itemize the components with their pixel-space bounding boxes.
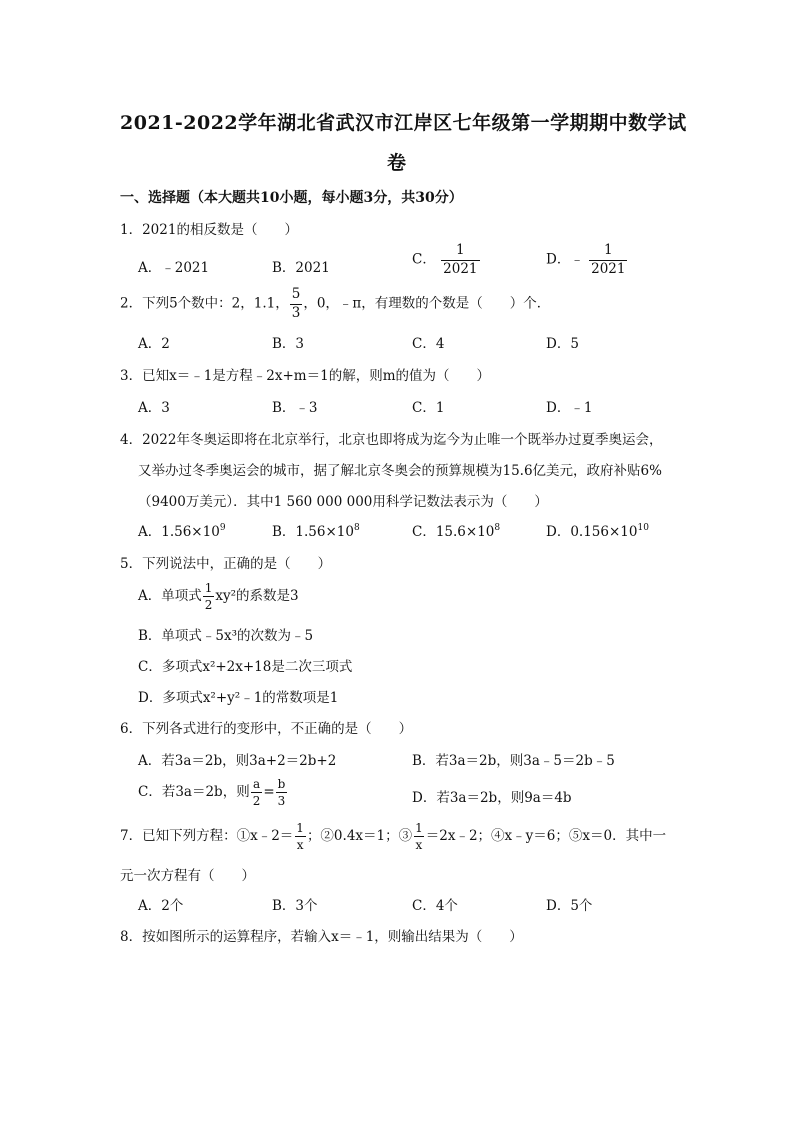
q6-option-a: A．若3a＝2b，则3a+2＝2b+2 [138, 753, 337, 769]
fraction-numerator: 1 [296, 821, 304, 835]
question-4-line2: 又举办过冬季奥运会的城市，据了解北京冬奥会的预算规模为15.6亿美元，政府补贴6% [138, 463, 662, 479]
q5-option-d: D．多项式x²+y²﹣1的常数项是1 [138, 690, 339, 706]
q7-option-a: A．2个 [138, 898, 184, 914]
fraction-denominator: 2 [252, 794, 261, 808]
fraction-denominator: x [415, 838, 423, 852]
fraction-denominator: 3 [291, 304, 301, 321]
q4-option-a [138, 520, 226, 540]
fraction-denominator: 3 [277, 794, 286, 808]
q3-option-b: B．﹣3 [272, 400, 318, 416]
q2-option-d: D．5 [546, 336, 579, 352]
q6-c-prefix: C．若3a＝2b，则 [138, 784, 250, 800]
question-2-stem [120, 288, 550, 320]
q5-option-c: C．多项式x²+2x+18是二次三项式 [138, 659, 353, 675]
question-5-stem: 5．下列说法中，正确的是（ ） [120, 556, 332, 572]
q1-option-c-fraction [441, 244, 479, 276]
q4-option-b [272, 520, 360, 540]
q1-option-c [412, 244, 481, 276]
q1-option-d [546, 244, 628, 276]
q4-d-base: D．0.156×10 [546, 524, 638, 540]
q7-fraction-2 [413, 822, 425, 851]
q6-option-d: D．若3a＝2b，则9a＝4b [412, 790, 572, 806]
q7-option-c: C．4个 [412, 898, 458, 914]
q7-stem-part-b: ；②0.4x＝1；③ [306, 828, 413, 844]
q4-a-base: A．1.56×10 [138, 524, 220, 540]
q6-c-equals: = [263, 784, 275, 800]
q2-fraction [290, 288, 303, 320]
fraction-numerator: 1 [456, 242, 465, 258]
q4-option-c [412, 520, 500, 540]
q2-stem-part-a: 2．下列5个数中：2，1.1， [120, 295, 289, 312]
question-1-stem: 1．2021的相反数是（ ） [120, 222, 298, 238]
q1-option-a: A．﹣2021 [138, 260, 210, 276]
fraction-denominator: 2021 [443, 260, 478, 277]
q6-option-b: B．若3a＝2b，则3a﹣5＝2b﹣5 [412, 753, 615, 769]
section-heading: 一、选择题（本大题共10小题，每小题3分，共30分） [120, 190, 463, 206]
fraction-denominator: 2021 [591, 260, 626, 277]
q2-option-a: A．2 [138, 336, 170, 352]
page-title-line1: 2021-2022学年湖北省武汉市江岸区七年级第一学期期中数学试 [120, 112, 687, 134]
q6-c-fraction-a [251, 778, 263, 807]
q3-option-d: D．﹣1 [546, 400, 593, 416]
q1-option-c-prefix: C． [412, 251, 436, 268]
q3-option-a: A．3 [138, 400, 170, 416]
q5-a-suffix: xy²的系数是3 [215, 588, 299, 604]
q1-option-d-fraction [589, 244, 627, 276]
q5-a-fraction [203, 582, 215, 611]
q3-option-c: C．1 [412, 400, 445, 416]
q4-b-base: B．1.56×10 [272, 524, 354, 540]
q1-option-b: B．2021 [272, 260, 330, 276]
q4-a-exponent: 9 [219, 523, 226, 533]
q5-a-prefix: A．单项式 [138, 588, 202, 604]
fraction-denominator: x [296, 838, 304, 852]
q5-option-a [138, 582, 299, 611]
question-4-line1: 4．2022年冬奥运即将在北京举行，北京也即将成为迄今为止唯一个既举办过夏季奥运会， [120, 432, 663, 448]
fraction-numerator: 1 [415, 821, 423, 835]
q4-b-exponent: 8 [353, 523, 360, 533]
q4-option-d [546, 520, 649, 540]
q5-option-b: B．单项式﹣5x³的次数为﹣5 [138, 628, 314, 644]
q7-stem-part-a: 7．已知下列方程：①x﹣2＝ [120, 828, 294, 844]
q7-option-b: B．3个 [272, 898, 318, 914]
q2-option-b: B．3 [272, 336, 305, 352]
fraction-numerator: 1 [604, 242, 613, 258]
q4-d-exponent: 10 [637, 523, 649, 533]
question-7-stem [120, 822, 666, 851]
q7-fraction-1 [294, 822, 306, 851]
page-title-line2: 卷 [387, 152, 407, 174]
q7-option-d: D．5个 [546, 898, 593, 914]
question-8-stem: 8．按如图所示的运算程序，若输入x＝﹣1，则输出结果为（ ） [120, 929, 523, 945]
q7-stem-part-c: ＝2x﹣2；④x﹣y＝6；⑤x＝0．其中一 [425, 828, 667, 844]
q6-c-fraction-b [276, 778, 288, 807]
question-3-stem: 3．已知x＝﹣1是方程﹣2x+m＝1的解，则m的值为（ ） [120, 368, 490, 384]
question-4-line3: （9400万美元）．其中1 560 000 000用科学记数法表示为（ ） [138, 494, 548, 510]
fraction-denominator: 2 [204, 598, 213, 612]
question-6-stem: 6．下列各式进行的变形中，不正确的是（ ） [120, 721, 413, 737]
fraction-numerator: a [252, 777, 261, 791]
q2-option-c: C．4 [412, 336, 445, 352]
fraction-numerator: 1 [204, 581, 213, 595]
q4-c-base: C．15.6×10 [412, 524, 495, 540]
q1-option-d-prefix: D．﹣ [546, 251, 584, 268]
question-7-line2: 元一次方程有（ ） [120, 868, 255, 884]
q2-stem-part-b: ，0，﹣π，有理数的个数是（ ）个． [303, 295, 551, 312]
q6-option-c [138, 778, 288, 807]
fraction-numerator: 5 [291, 286, 301, 302]
q4-c-exponent: 8 [494, 523, 501, 533]
fraction-numerator: b [277, 777, 286, 791]
